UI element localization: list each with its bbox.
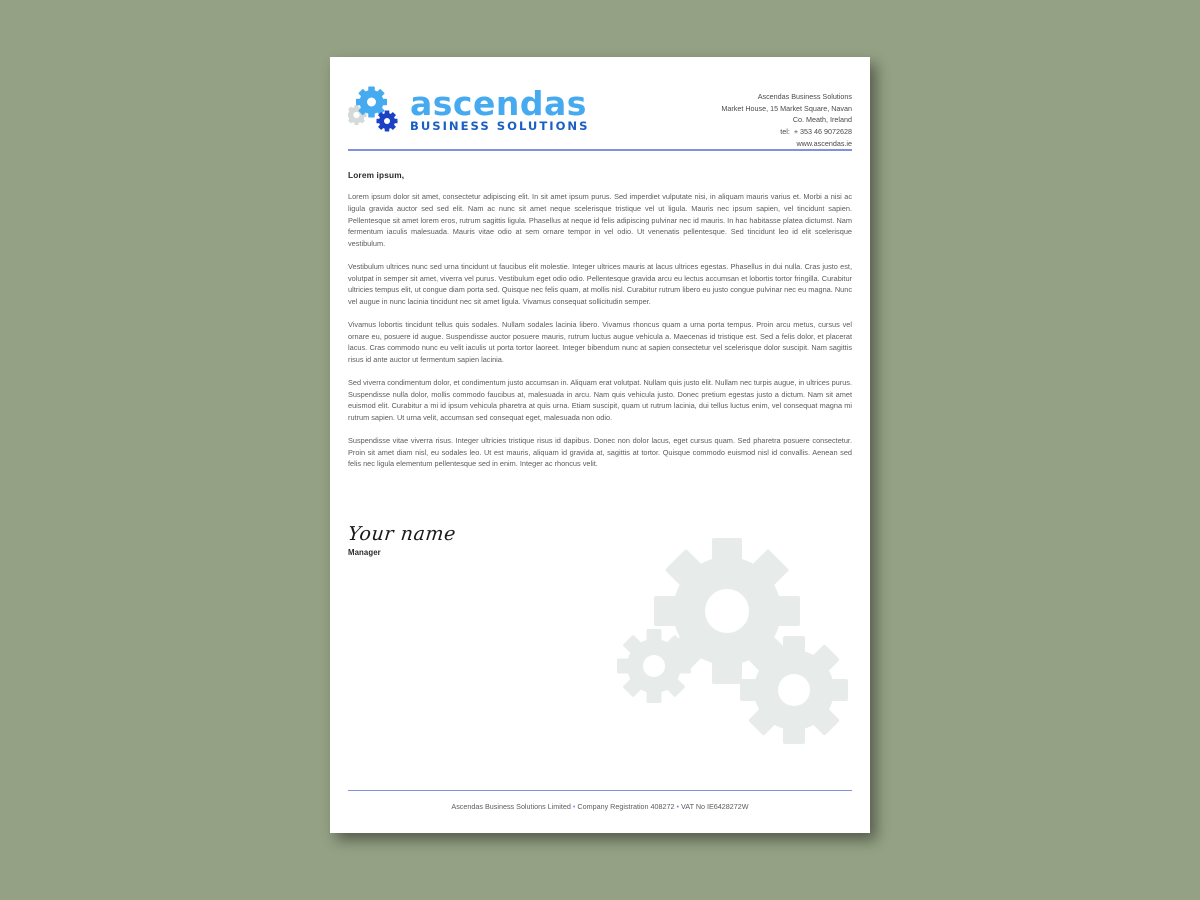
gear-medium-icon bbox=[377, 111, 398, 132]
watermark-gear-large-icon bbox=[654, 538, 800, 684]
brand-wordmark bbox=[410, 83, 590, 133]
watermark-gear-medium-icon bbox=[740, 636, 848, 744]
signature-block bbox=[348, 525, 456, 557]
address-line-telephone: tel: + 353 46 9072628 bbox=[780, 126, 852, 136]
gear-large-icon bbox=[356, 87, 387, 118]
body-paragraph: Suspendisse vitae viverra risus. Integer ultricies tristique risus id dapibus. Donec non dolor lacus, eget cursus quam. Sed pharetra posuere consectetur. Proin sit amet diam nisl, eu sodales leo. Ut est mauris, aliquam id gravida at, sagittis at tortor. Quisque commodo euismod nisl id convallis. Aenean sed felis nec ligula elementum pellentesque sed in enim. Integer ac rhoncus velit. bbox=[348, 435, 852, 469]
footer-separator-1: • bbox=[572, 802, 576, 811]
brand-name: ascendas bbox=[410, 83, 587, 123]
brand-tagline: BUSINESS SOLUTIONS bbox=[410, 118, 590, 133]
watermark-gear-small-icon bbox=[617, 629, 691, 703]
body-paragraph: Lorem ipsum dolor sit amet, consectetur adipiscing elit. In sit amet ipsum purus. Sed imperdiet vulputate nisi, in aliquam mauris varius et. Morbi a nisi ac ligula gravida auctor sed sed elit. Nam ac nunc sit amet neque scelerisque tristique vel ut ligula. Mauris nec ipsum sapien, vel tincidunt sapien. Pellentesque sit amet lorem eros, rutrum sagittis ligula. Phasellus at neque id felis adipiscing pulvinar nec id mauris. In hac habitasse platea dictumst. Nam fermentum iaculis malesuada. Mauris vitae odio at sem ornare tempor in vel odio. Ut venenatis pellentesque. Sed tincidunt leo id elit scelerisque vestibulum. bbox=[348, 192, 852, 248]
logo-gears-icon bbox=[348, 84, 406, 136]
signature-title: Manager bbox=[348, 548, 381, 557]
footer-registration: Company Registration 408272 bbox=[577, 802, 675, 811]
footer-separator-2: • bbox=[676, 802, 680, 811]
company-logo bbox=[348, 84, 589, 136]
watermark-gear-medium-hole bbox=[778, 674, 810, 706]
letterhead-header bbox=[330, 57, 870, 157]
letterhead-page bbox=[330, 57, 870, 833]
signature-name: Your name bbox=[346, 523, 458, 545]
gears-watermark bbox=[602, 533, 864, 755]
footer-company: Ascendas Business Solutions Limited bbox=[451, 802, 571, 811]
letter-body bbox=[348, 170, 852, 481]
address-line-street: Market House, 15 Market Square, Navan bbox=[721, 103, 852, 113]
watermark-gear-large-hole bbox=[705, 589, 749, 633]
salutation: Lorem ipsum, bbox=[348, 170, 405, 180]
address-line-website: www.ascendas.ie bbox=[796, 138, 852, 148]
body-paragraph: Vestibulum ultrices nunc sed urna tincidunt ut faucibus elit molestie. Integer ultrices mauris at lacus ultrices egestas. Phasellus in dui nulla. Cras justo est, volutpat in semper sit amet, viverra vel purus. Vestibulum eget odio odio. Pellentesque gravida arcu eu lectus accumsan et lobortis tortor fringilla. Curabitur ultricies tempus elit, ut congue diam porta sed. Quisque nec felis quam, at mollis nisl. Curabitur rutrum libero eu justo congue pulvinar nec eu magna. Nunc vel augue in nunc lacinia tincidunt nec sit amet ligula. Vivamus consequat sollicitudin semper. bbox=[348, 261, 852, 306]
footer-vat: VAT No IE6428272W bbox=[681, 802, 749, 811]
footer-legal-text bbox=[330, 802, 870, 811]
header-divider bbox=[348, 149, 852, 151]
body-paragraph: Sed viverra condimentum dolor, et condimentum justo accumsan in. Aliquam erat volutpat. Nullam quis justo elit. Nullam nec turpis augue, in ultrices purus. Suspendisse nulla dolor, mollis commodo faucibus at, malesuada in arcu. Nam quis vehicula justo. Donec pretium egestas justo a dictum. Nam sit amet euismod elit. Curabitur a mi id ipsum vehicula pharetra at quis urna. Etiam suscipit, quam ut rutrum lacinia, dui tellus luctus enim, vel consequat magna mi rutrum sapien. Ut urna velit, accumsan sed consequat eget, malesuada non odio. bbox=[348, 377, 852, 422]
address-line-region: Co. Meath, Ireland bbox=[792, 115, 852, 125]
body-paragraph: Vivamus lobortis tincidunt tellus quis sodales. Nullam sodales lacinia libero. Vivamus rhoncus quam a urna porta tempus. Proin arcu metus, cursus vel ornare eu, posuere id augue. Suspendisse auctor posuere mauris, rutrum luctus augue vehicula a. Maecenas id tristique est. Sed a felis dolor, et placerat lacus. Cras commodo nunc eu velit iaculis ut porta tortor laoreet. Integer bibendum nunc at sapien consectetur vel scelerisque dolor suscipit. Nam sagittis risus id ante auctor ut fermentum sapien lacinia. bbox=[348, 319, 852, 364]
watermark-gear-small-hole bbox=[643, 655, 665, 677]
company-address bbox=[721, 91, 852, 149]
footer-divider bbox=[348, 790, 852, 792]
address-line-company: Ascendas Business Solutions bbox=[757, 92, 852, 101]
